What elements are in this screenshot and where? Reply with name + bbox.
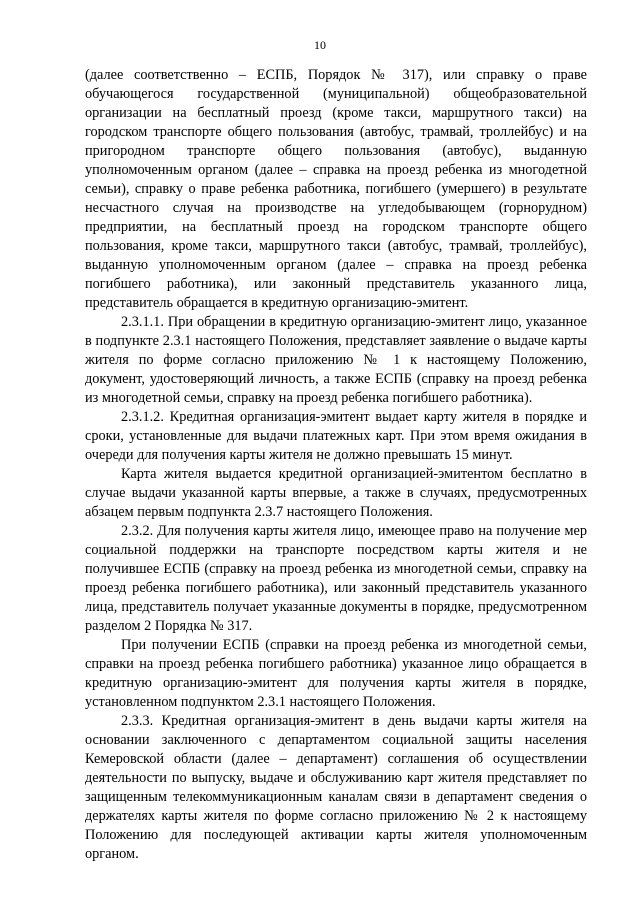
paragraph-espb-receipt: При получении ЕСПБ (справки на проезд ребенка из многодетной семьи, справки на проезд ребенка погибшего работника) указанное лицо обращается в кредитную организацию-эмитент для получения карты жителя в порядке, установленном подпунктом 2.3.1 настоящего Положения. [85,637,587,710]
paragraph-free-issue: Карта жителя выдается кредитной организацией-эмитентом бесплатно в случае выдачи указанной карты впервые, а также в случаях, предусмотренных абзацем первым подпункта 2.3.7 настоящего Положения. [85,466,587,520]
paragraph-2-3-1-2: 2.3.1.2. Кредитная организация-эмитент выдает карту жителя в порядке и сроки, установленные для выдачи платежных карт. При этом время ожидания в очереди для получения карты жителя не должно превышать 15 минут. [85,409,587,463]
paragraph-2-3-1-1: 2.3.1.1. При обращении в кредитную организацию-эмитент лицо, указанное в подпункте 2.3.1 настоящего Положения, представляет заявление о выдаче карты жителя по форме согласно приложению № 1 к настоящему Положению, документ, удостоверяющий личность, а также ЕСПБ (справку на проезд ребенка из многодетной семьи, справку на проезд ребенка погибшего работника). [85,314,587,406]
paragraph-continuation: (далее соответственно – ЕСПБ, Порядок № 317), или справку о праве обучающегося государственной (муниципальной) общеобразовательной организации на бесплатный проезд (кроме такси, маршрутного такси) на городском транспорте общего пользования (автобус, трамвай, троллейбус) и на пригородном транспорте общего пользования (автобус), выданную уполномоченным органом (далее – справка на проезд ребенка из многодетной семьи), справку о праве ребенка работника, погибшего (умершего) в результате несчастного случая на производстве на угледобывающем (горнорудном) предприятии, на бесплатный проезд на городском транспорте общего пользования, кроме такси, маршрутного такси (автобус, трамвай, троллейбус), выданную уполномоченным органом (далее – справка на проезд ребенка погибшего работника), или законный представитель указанного лица, представитель обращается в кредитную организацию-эмитент. [85,67,587,311]
page-number: 10 [314,38,326,52]
paragraph-2-3-2: 2.3.2. Для получения карты жителя лицо, имеющее право на получение мер социальной поддержки на транспорте посредством карты жителя и не получившее ЕСПБ (справку на проезд ребенка из многодетной семьи, справку на проезд ребенка погибшего работника), или законный представитель указанного лица, представитель получает указанные документы в порядке, предусмотренном разделом 2 Порядка № 317. [85,523,587,634]
paragraph-2-3-3: 2.3.3. Кредитная организация-эмитент в день выдачи карты жителя на основании заключенного с департаментом социальной защиты населения Кемеровской области (далее – департамент) соглашения об осуществлении деятельности по выпуску, выдаче и обслуживанию карт жителя представляет по защищенным телекоммуникационным каналам связи в департамент сведения о держателях карты жителя по форме согласно приложению № 2 к настоящему Положению для последующей активации карты жителя уполномоченным органом. [85,713,587,862]
document-body [85,66,587,864]
